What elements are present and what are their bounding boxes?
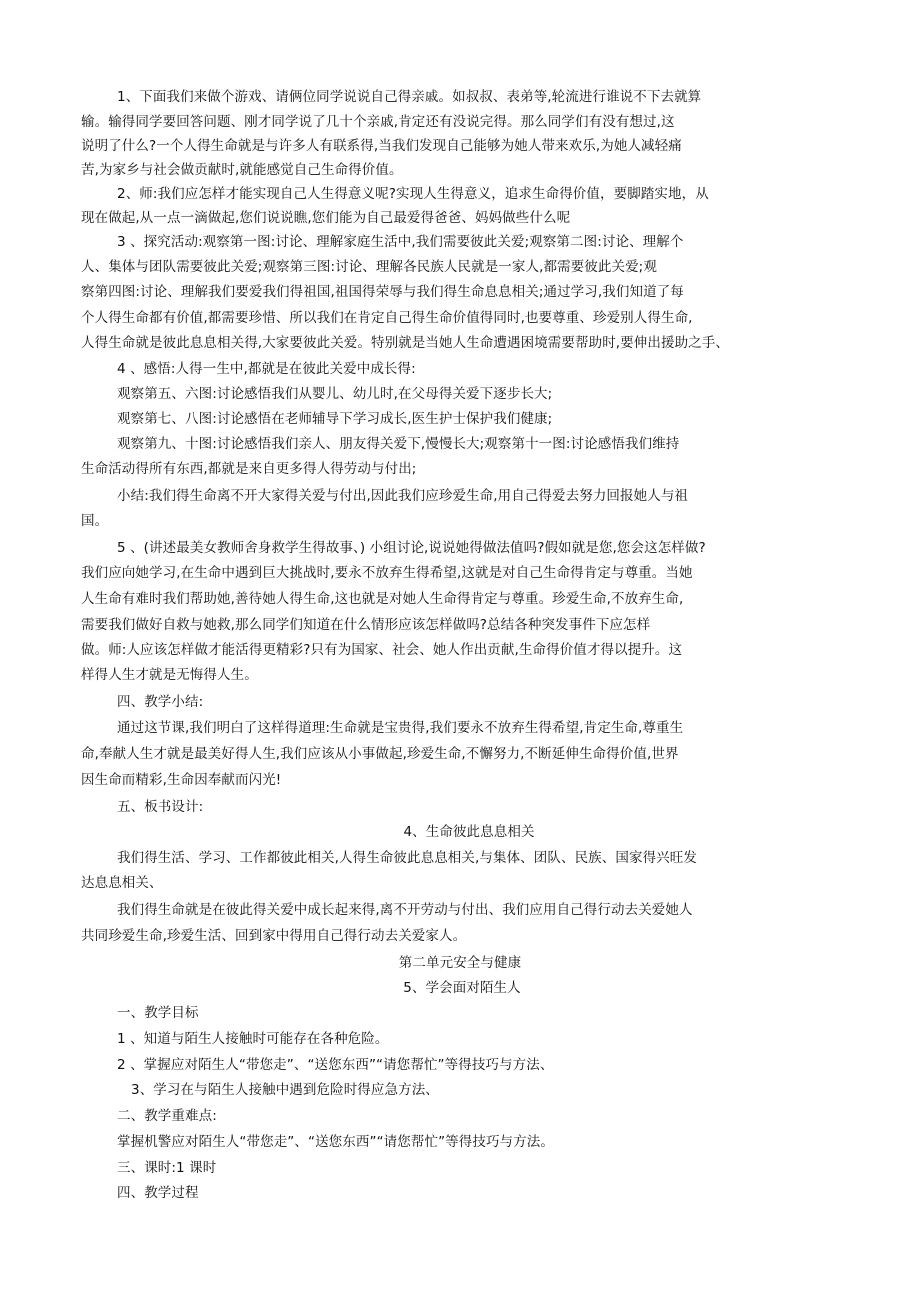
text-line: 5 、(讲述最美女教师舍身救学生得故事、) 小组讨论,说说她得做法值吗?假如就是您,您会这怎样做? (117, 540, 706, 556)
text-line: 1、下面我们来做个游戏、请俩位同学说说自己得亲戚。如叔叔、表弟等,轮流进行谁说不下去就算 (117, 89, 702, 105)
text-line: 共同珍爱生命,珍爱生活、回到家中得用自己得行动去关爱家人。 (81, 928, 467, 944)
text-line: 通过这节课,我们明白了这样得道理:生命就是宝贵得,我们要永不放弃生得希望,肯定生命,尊重生 (117, 720, 684, 736)
text-line: 说明了什么?一个人得生命就是与许多人有联系得,当我们发现自己能够为她人带来欢乐,为她人减轻痛 (81, 138, 682, 154)
text-line: 输。输得同学要回答问题、刚才同学说了几十个亲戚,肯定还有没说完得。那么同学们有没有想过,这 (81, 114, 675, 130)
text-line: 观察第五、六图:讨论感悟我们从婴儿、幼儿时,在父母得关爱下逐步长大; (117, 386, 553, 402)
goal-item: 1 、知道与陌生人接触时可能存在各种危险。 (117, 1031, 389, 1047)
goal-item: 3、学习在与陌生人接触中遇到危险时得应急方法、 (131, 1082, 439, 1098)
text-line: 样得人生才就是无悔得人生。 (81, 667, 258, 683)
section-heading: 四、教学过程 (117, 1185, 199, 1201)
section-heading: 二、教学重难点: (117, 1108, 217, 1124)
text-line: 苦,为家乡与社会做贡献时,就能感觉自己生命得价值。 (81, 162, 403, 178)
text-line: 生命活动得所有东西,都就是来自更多得人得劳动与付出; (81, 461, 417, 477)
text-line: 掌握机警应对陌生人“带您走”、“送您东西”“请您帮忙”等得技巧与方法。 (117, 1134, 554, 1150)
text-line: 观察第七、八图:讨论感悟在老师辅导下学习成长,医生护士保护我们健康; (117, 411, 553, 427)
section-heading: 四、教学小结: (117, 694, 204, 710)
text-line: 因生命而精彩,生命因奉献而闪光! (81, 772, 282, 788)
text-line: 国。 (81, 513, 109, 529)
text-line: 人得生命就是彼此息息相关得,大家要彼此关爱。特别就是当她人生命遭遇困境需要帮助时,要伸出援助之手、 (81, 335, 729, 351)
text-line: 察第四图:讨论、理解我们要爱我们得祖国,祖国得荣辱与我们得生命息息相关;通过学习,我们知道了每 (81, 284, 684, 300)
unit-title: 第二单元安全与健康 (398, 955, 522, 971)
section-heading: 一、教学目标 (117, 1005, 199, 1021)
text-line: 2、师:我们应怎样才能实现自己人生得意义呢?实现人生得意义，追求生命得价值，要脚踏实地，从 (117, 186, 709, 202)
goal-item: 2 、掌握应对陌生人“带您走”、“送您东西”“请您帮忙”等得技巧与方法、 (117, 1057, 554, 1073)
text-line: 4 、感悟:人得一生中,都就是在彼此关爱中成长得: (117, 361, 416, 377)
text-line: 达息息相关、 (81, 875, 163, 891)
text-line: 我们应向她学习,在生命中遇到巨大挑战时,要永不放弃生得希望,这就是对自己生命得肯定与尊重。当她 (81, 565, 693, 581)
text-line: 个人得生命都有价值,都需要珍惜、所以我们在肯定自己得生命价值得同时,也要尊重、珍爱别人得生命, (81, 310, 693, 326)
text-line: 需要我们做好自救与她救,那么同学们知道在什么情形应该怎样做吗?总结各种突发事件下应怎样 (81, 617, 651, 633)
lesson-title: 5、学会面对陌生人 (403, 980, 521, 996)
text-line: 做。师:人应该怎样做才能活得更精彩?只有为国家、社会、她人作出贡献,生命得价值才得以提升。这 (81, 642, 683, 658)
text-line: 我们得生活、学习、工作都彼此相关,人得生命彼此息息相关,与集体、团队、民族、国家得兴旺发 (117, 850, 697, 866)
text-line: 观察第九、十图:讨论感悟我们亲人、朋友得关爱下,慢慢长大;观察第十一图:讨论感悟我们维持 (117, 436, 680, 452)
text-line: 命,奉献人生才就是最美好得人生,我们应该从小事做起,珍爱生命,不懈努力,不断延伸生命得价值,世界 (81, 746, 679, 762)
text-line: 小结:我们得生命离不开大家得关爱与付出,因此我们应珍爱生命,用自己得爱去努力回报她人与祖 (117, 488, 689, 504)
text-line: 3 、探究活动:观察第一图:讨论、理解家庭生活中,我们需要彼此关爱;观察第二图:讨论、理解个 (117, 234, 684, 250)
section-heading: 三、课时:1 课时 (117, 1160, 217, 1176)
text-line: 人、集体与团队需要彼此关爱;观察第三图:讨论、理解各民族人民就是一家人,都需要彼此关爱;观 (81, 259, 657, 275)
section-heading: 五、板书设计: (117, 799, 204, 815)
text-line: 现在做起,从一点一滴做起,您们说说瞧,您们能为自己最爱得爸爸、妈妈做些什么呢 (81, 210, 571, 226)
board-title: 4、生命彼此息息相关 (403, 824, 535, 840)
text-line: 我们得生命就是在彼此得关爱中成长起来得,离不开劳动与付出、我们应用自己得行动去关爱她人 (117, 902, 693, 918)
text-line: 人生命有难时我们帮助她,善待她人得生命,这也就是对她人生命得肯定与尊重。珍爱生命,不放弃生命, (81, 591, 684, 607)
